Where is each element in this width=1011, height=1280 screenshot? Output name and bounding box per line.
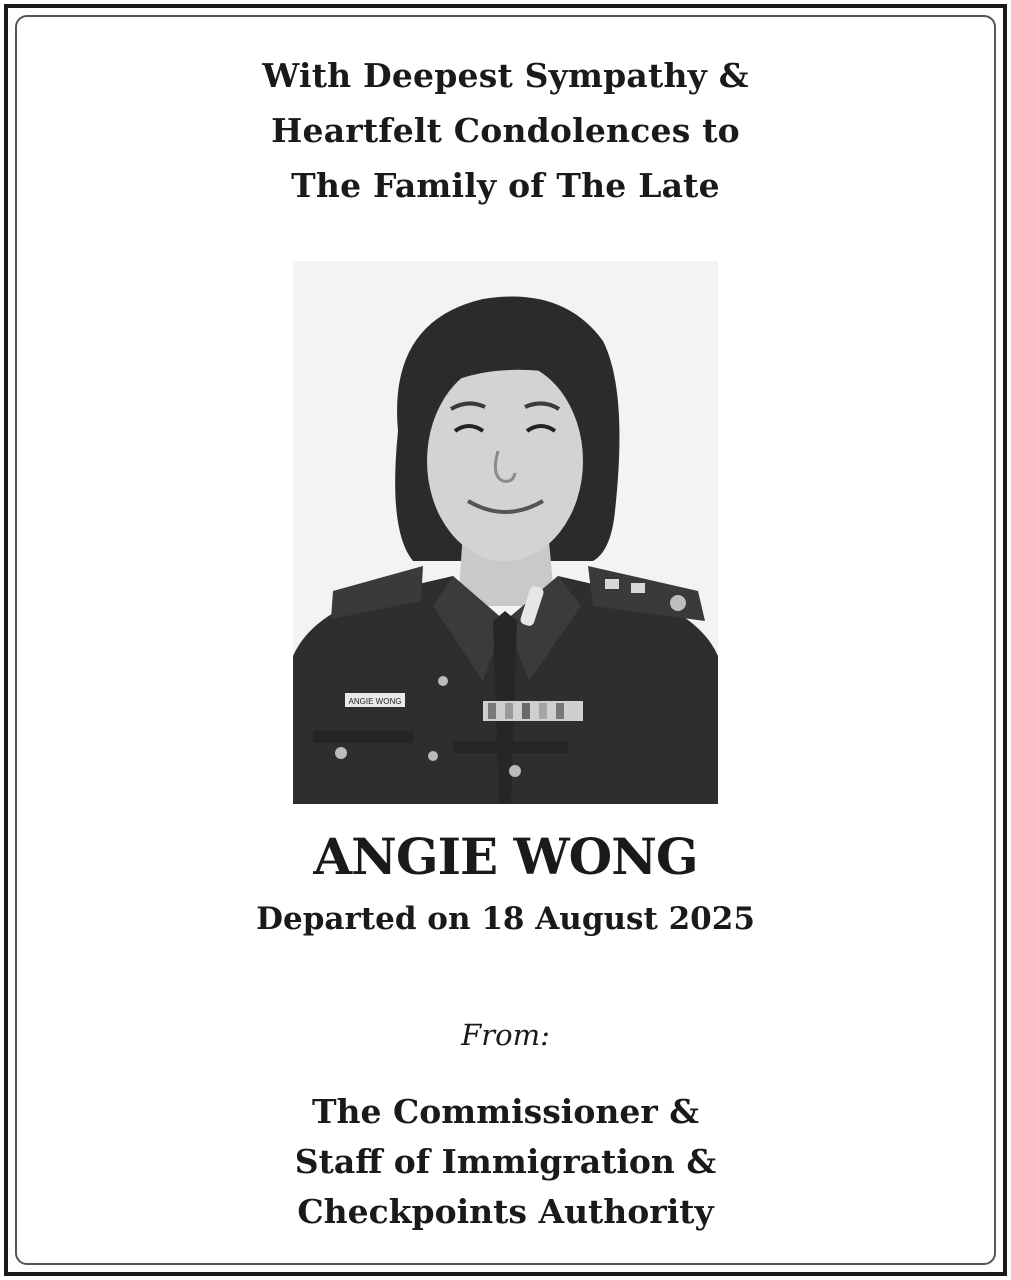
headline-line-1: With Deepest Sympathy & (262, 56, 749, 95)
sender-line-1: The Commissioner & (311, 1092, 700, 1131)
sender-line-2: Staff of Immigration & (294, 1142, 717, 1181)
from-label: From: (461, 1018, 550, 1052)
portrait-illustration (293, 261, 718, 804)
headline-line-3: The Family of The Late (291, 166, 720, 205)
sender-line-3: Checkpoints Authority (297, 1192, 714, 1231)
departure-date: Departed on 18 August 2025 (256, 901, 755, 937)
nametag-text: ANGIE WONG (348, 697, 402, 706)
deceased-name: ANGIE WONG (313, 827, 698, 886)
sender-block (0, 1087, 1011, 1237)
portrait-photo (293, 261, 718, 804)
headline-line-2: Heartfelt Condolences to (271, 111, 740, 150)
condolence-headline (0, 48, 1011, 213)
